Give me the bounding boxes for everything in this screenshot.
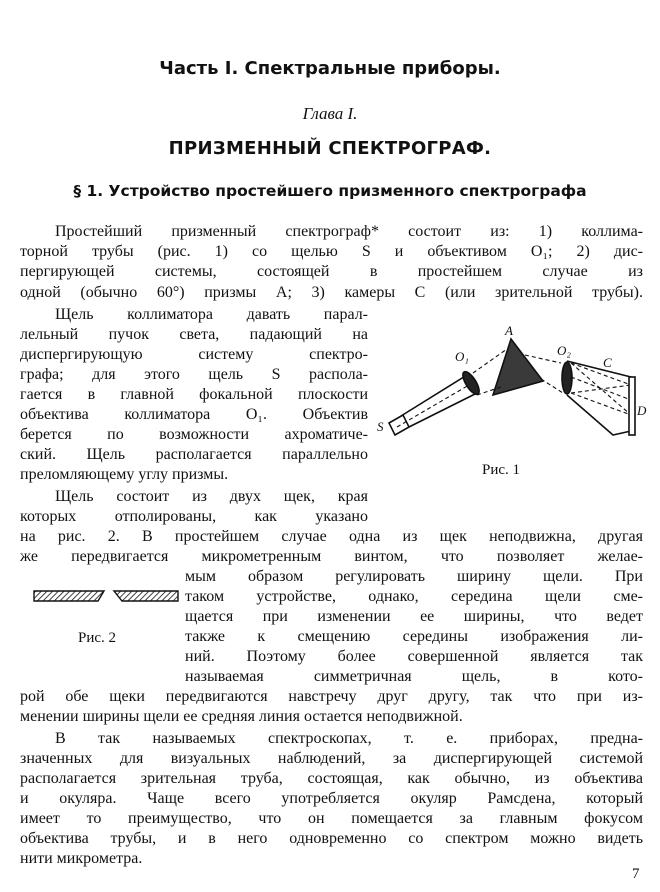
figure2-slit-jaws bbox=[30, 585, 180, 607]
para2-line: лельный пучок света, падающий на bbox=[20, 326, 368, 343]
para3-line: называемая симметричная щель, в кото- bbox=[185, 668, 643, 685]
para2-line: преломляющему углу призмы. bbox=[20, 466, 229, 483]
para3-line: таком устройстве, однако, середина щели сме- bbox=[185, 588, 643, 605]
para3-line: щается при изменении ее ширины, что ведет bbox=[185, 608, 643, 625]
para2-line: графа; для этого щель S распола- bbox=[20, 366, 368, 383]
label-C: C bbox=[603, 355, 612, 370]
para4-line: имеет то преимущество, что он помещается за главным фокусом bbox=[20, 810, 643, 827]
chapter-title: ПРИЗМЕННЫЙ СПЕКТРОГРАФ. bbox=[168, 138, 492, 159]
section-title: § 1. Устройство простейшего призменного спектрографа bbox=[73, 182, 587, 200]
slit-jaw-right bbox=[114, 591, 178, 601]
para4-line: и окуляра. Чаще всего употребляется окуляр Рамсдена, который bbox=[20, 790, 643, 807]
para3-line: менении ширины щели ее средняя линия остается неподвижной. bbox=[20, 708, 463, 725]
figure1-caption: Рис. 1 bbox=[482, 462, 521, 478]
para2-line: объектива коллиматора O₁. Объектив bbox=[20, 406, 368, 423]
para4-line: значенных для визуальных наблюдений, за диспергирующей системой bbox=[20, 750, 643, 767]
slit-jaw-left bbox=[34, 591, 104, 601]
label-S: S bbox=[377, 419, 384, 434]
para4-line: объектива трубы, и в него одновременно со спектром можно видеть bbox=[20, 830, 643, 847]
camera bbox=[562, 361, 635, 435]
para1-line: пергирующей системы, состоящей в простейшем случае из bbox=[20, 263, 643, 280]
para2-line: диспергирующую систему спектро- bbox=[20, 346, 368, 363]
para3-line: ний. Поэтому более совершенной является так bbox=[185, 648, 643, 665]
para3-line: мым образом регулировать ширину щели. При bbox=[185, 568, 643, 585]
label-A: A bbox=[505, 323, 513, 338]
para4-line: располагается зрительная труба, состоящая, как обычно, из объектива bbox=[20, 770, 643, 787]
para3-line: на рис. 2. В простейшем случае одна из щек неподвижна, другая bbox=[20, 528, 643, 545]
part-title: Часть I. Спектральные приборы. bbox=[159, 58, 501, 79]
figure2-caption: Рис. 2 bbox=[78, 630, 117, 646]
para4-line: В так называемых спектроскопах, т. е. приборах, предна- bbox=[55, 730, 643, 747]
label-D: D bbox=[637, 403, 647, 418]
para3-line: рой обе щеки передвигаются навстречу друг другу, так что при из- bbox=[20, 688, 643, 705]
label-O1: O₁ bbox=[455, 349, 469, 364]
label-O2: O₂ bbox=[557, 343, 571, 358]
para3-line: которых отполированы, как указано bbox=[20, 508, 368, 525]
para1-line: Простейший призменный спектрограф* состоит из: 1) коллима- bbox=[55, 223, 643, 240]
para2-line: гается в главной фокальной плоскости bbox=[20, 386, 368, 403]
para3-line: Щель состоит из двух щек, края bbox=[55, 488, 368, 505]
page-number: 7 bbox=[632, 866, 640, 882]
para2-line: Щель коллиматора давать парал- bbox=[55, 306, 368, 323]
para3-line: же передвигается микрометренным винтом, что позволяет желае- bbox=[20, 548, 643, 565]
chapter-label: Глава I. bbox=[302, 104, 358, 123]
para3-line: также к смещению середины изображения ли- bbox=[185, 628, 643, 645]
collimator-tube bbox=[389, 369, 482, 435]
figure1-spectrograph-diagram bbox=[375, 315, 650, 460]
para1-line: одной (обычно 60°) призмы A; 3) камеры C (или зрительной трубы). bbox=[20, 284, 643, 301]
para2-line: ский. Щель располагается параллельно bbox=[20, 446, 368, 463]
para1-line: торной трубы (рис. 1) со щелью S и объективом O₁; 2) дис- bbox=[20, 243, 643, 260]
para2-line: берется по возможности ахроматиче- bbox=[20, 426, 368, 443]
para4-line: нити микрометра. bbox=[20, 850, 143, 867]
